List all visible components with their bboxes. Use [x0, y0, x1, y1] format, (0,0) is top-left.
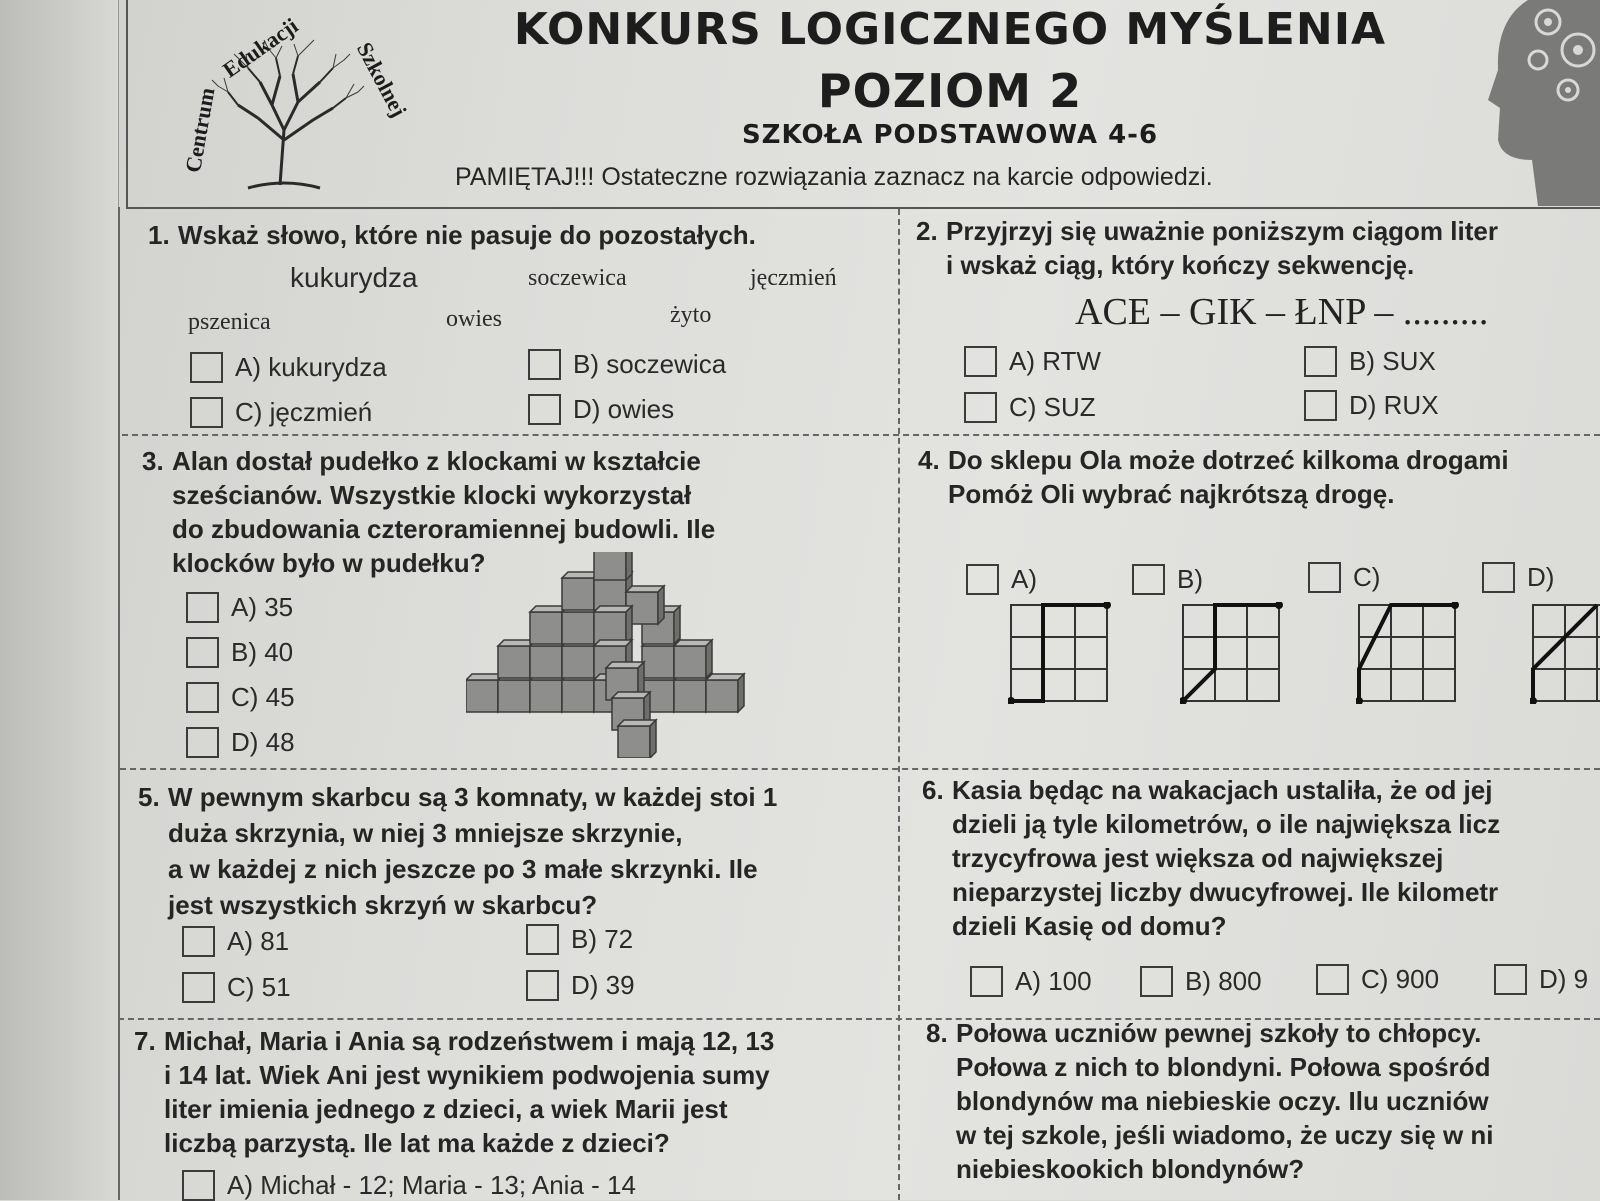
page-edge-shadow	[0, 0, 119, 1200]
option-label: C) SUZ	[1009, 392, 1096, 422]
option-label: A) 35	[231, 592, 294, 622]
option-label: A)	[1011, 564, 1037, 594]
option-label: D) 39	[571, 970, 635, 1000]
q2-option-a[interactable]	[964, 346, 1101, 377]
q3-option-a[interactable]	[186, 592, 293, 623]
answer-checkbox[interactable]	[528, 394, 561, 425]
word-kukurydza: kukurydza	[290, 262, 418, 293]
school-subtitle: SZKOŁA PODSTAWOWA 4-6	[741, 120, 1159, 150]
option-label: D) 48	[231, 727, 295, 757]
question-text: Alan dostał pudełko z klockami w kształcie	[172, 446, 701, 476]
answer-checkbox[interactable]	[182, 926, 215, 957]
q6-option-b[interactable]	[1140, 966, 1262, 997]
option-label: B) 40	[231, 637, 294, 667]
logo-arc-1: Centrum	[180, 85, 220, 175]
word-zyto: żyto	[670, 302, 712, 328]
option-label: C) 51	[227, 972, 291, 1002]
column-divider	[898, 209, 900, 1200]
question-text: trzycyfrowa jest większa od największej	[952, 843, 1444, 873]
answer-checkbox[interactable]	[1316, 964, 1349, 995]
option-label: D)	[1527, 562, 1555, 592]
path-grid-a	[1008, 602, 1114, 704]
word-owies: owies	[446, 306, 502, 332]
row-divider	[122, 434, 1600, 436]
option-label: A) Michał - 12; Maria - 13; Ania - 14	[227, 1170, 636, 1200]
question-text: i 14 lat. Wiek Ani jest wynikiem podwojenia sumy	[164, 1060, 770, 1090]
word-soczewica: soczewica	[528, 265, 627, 291]
question-text: niebieskookich blondynów?	[956, 1154, 1305, 1184]
question-7	[134, 1024, 774, 1160]
answer-checkbox[interactable]	[1494, 964, 1527, 995]
logo	[168, 10, 418, 195]
question-text: Do sklepu Ola może dotrzeć kilkoma drogami	[948, 445, 1509, 475]
option-label: A) RTW	[1009, 346, 1101, 376]
contest-title: KONKURS LOGICZNEGO MYŚLENIA	[513, 4, 1387, 55]
question-number: 8.	[926, 1018, 948, 1048]
question-text: Pomóż Oli wybrać najkrótszą drogę.	[948, 479, 1395, 509]
question-text: nieparzystej liczby dwucyfrowej. Ile kilometr	[952, 877, 1499, 907]
question-2	[916, 214, 1498, 282]
question-8	[926, 1016, 1494, 1186]
question-text: w tej szkole, jeśli wiadomo, że uczy się w ni	[956, 1120, 1494, 1150]
word-jeczmien: jęczmień	[750, 265, 837, 291]
q4-option-a[interactable]	[966, 564, 1037, 595]
option-label: C)	[1353, 562, 1381, 592]
question-number: 4.	[918, 445, 940, 475]
q5-option-a[interactable]	[182, 926, 289, 957]
question-number: 1.	[148, 220, 170, 250]
q5-option-b[interactable]	[526, 924, 633, 955]
option-label: D) owies	[573, 394, 675, 424]
question-text: do zbudowania czteroramiennej budowli. Ile	[172, 514, 716, 544]
frame-line	[126, 0, 128, 208]
q1-option-d[interactable]	[528, 394, 674, 425]
answer-checkbox[interactable]	[528, 349, 561, 380]
question-text: Połowa uczniów pewnej szkoły to chłopcy.	[956, 1018, 1482, 1048]
question-text: a w każdej z nich jeszcze po 3 małe skrzynki. Ile	[168, 854, 758, 884]
path-grid-c	[1356, 602, 1462, 704]
question-1	[148, 218, 756, 252]
question-text: liter imienia jednego z dzieci, a wiek Marii jest	[164, 1094, 728, 1124]
q3-option-d[interactable]	[186, 727, 295, 758]
option-label: C) jęczmień	[235, 397, 373, 427]
q4-option-d[interactable]	[1482, 562, 1554, 593]
option-label: A) kukurydza	[235, 352, 387, 382]
answer-checkbox[interactable]	[964, 346, 997, 377]
q5-option-d[interactable]	[526, 970, 635, 1001]
option-label: C) 45	[231, 682, 295, 712]
question-text: W pewnym skarbcu są 3 komnaty, w każdej stoi 1	[168, 782, 778, 812]
answer-checkbox[interactable]	[1482, 562, 1515, 593]
q7-option-a[interactable]	[182, 1170, 636, 1201]
answer-checkbox[interactable]	[190, 397, 223, 428]
answer-checkbox[interactable]	[1140, 966, 1173, 997]
path-grid-b	[1180, 602, 1286, 704]
answer-checkbox[interactable]	[182, 972, 215, 1003]
answer-checkbox[interactable]	[186, 682, 219, 713]
q1-option-a[interactable]	[190, 352, 387, 383]
path-grid-d	[1530, 602, 1600, 704]
q4-option-c[interactable]	[1308, 562, 1380, 593]
question-6	[922, 773, 1500, 943]
question-text: sześcianów. Wszystkie klocki wykorzystał	[172, 480, 692, 510]
logo-arc-2: Edukacji	[218, 12, 303, 83]
option-label: C) 900	[1361, 964, 1440, 994]
question-text: Kasia będąc na wakacjach ustaliła, że od jej	[952, 775, 1493, 805]
word-pszenica: pszenica	[188, 309, 271, 335]
option-label: B) soczewica	[573, 349, 727, 379]
head-gears-icon	[1488, 0, 1600, 206]
cube-building-figure	[466, 552, 766, 758]
answer-checkbox[interactable]	[964, 392, 997, 423]
q2-option-b[interactable]	[1304, 346, 1436, 377]
answer-checkbox[interactable]	[526, 924, 559, 955]
question-number: 5.	[138, 782, 160, 812]
option-label: B) SUX	[1349, 346, 1436, 376]
question-text: Przyjrzyj się uważnie poniższym ciągom liter	[946, 216, 1498, 246]
q6-option-d[interactable]	[1494, 964, 1588, 995]
question-text: liczbą parzystą. Ile lat ma każde z dzieci?	[164, 1128, 670, 1158]
question-text: jest wszystkich skrzyń w skarbcu?	[168, 890, 598, 920]
q2-option-d[interactable]	[1304, 390, 1439, 421]
answer-checkbox[interactable]	[1304, 346, 1337, 377]
question-text: dzieli ją tyle kilometrów, o ile największa licz	[952, 809, 1501, 839]
question-text: Wskaż słowo, które nie pasuje do pozostałych.	[178, 220, 756, 250]
option-label: B)	[1177, 564, 1203, 594]
option-label: B) 800	[1185, 966, 1262, 996]
option-label: D) RUX	[1349, 390, 1439, 420]
question-4	[918, 443, 1509, 511]
question-text: blondynów ma niebieskie oczy. Ilu uczniów	[956, 1086, 1489, 1116]
question-5	[138, 779, 777, 923]
option-label: D) 9	[1539, 964, 1589, 994]
q6-option-a[interactable]	[970, 966, 1092, 997]
question-number: 2.	[916, 216, 938, 246]
question-number: 3.	[142, 446, 164, 476]
answer-checkbox[interactable]	[526, 970, 559, 1001]
question-number: 7.	[134, 1026, 156, 1056]
q3-option-b[interactable]	[186, 637, 293, 668]
question-text: duża skrzynia, w niej 3 mniejsze skrzynie,	[168, 818, 683, 848]
frame-line	[118, 207, 120, 1200]
q1-option-c[interactable]	[190, 397, 372, 428]
question-text: dzieli Kasię od domu?	[952, 911, 1227, 941]
q4-option-b[interactable]	[1132, 564, 1203, 595]
question-text: klocków było w pudełku?	[172, 548, 486, 578]
answer-checkbox[interactable]	[966, 564, 999, 595]
answer-checkbox[interactable]	[186, 592, 219, 623]
row-divider	[120, 768, 1600, 770]
option-label: A) 81	[227, 926, 290, 956]
option-label: B) 72	[571, 924, 634, 954]
question-text: Połowa z nich to blondyni. Połowa spośród	[956, 1052, 1491, 1082]
question-text: i wskaż ciąg, który kończy sekwencję.	[946, 250, 1415, 280]
q3-option-c[interactable]	[186, 682, 295, 713]
answer-checkbox[interactable]	[1132, 564, 1165, 595]
answer-checkbox[interactable]	[190, 352, 223, 383]
frame-line	[126, 207, 1600, 209]
q2-option-c[interactable]	[964, 392, 1096, 423]
reminder-text: PAMIĘTAJ!!! Ostateczne rozwiązania zaznacz na karcie odpowiedzi.	[455, 163, 1213, 191]
question-text: Michał, Maria i Ania są rodzeństwem i mają 12, 13	[164, 1026, 775, 1056]
answer-checkbox[interactable]	[186, 727, 219, 758]
q5-option-c[interactable]	[182, 972, 291, 1003]
logo-arc-3: Szkolnej	[351, 38, 412, 121]
answer-checkbox[interactable]	[1308, 562, 1341, 593]
question-number: 6.	[922, 775, 944, 805]
option-label: A) 100	[1015, 966, 1092, 996]
level-title: POZIOM 2	[817, 64, 1083, 118]
q1-option-b[interactable]	[528, 349, 726, 380]
answer-checkbox[interactable]	[182, 1170, 215, 1201]
answer-checkbox[interactable]	[1304, 390, 1337, 421]
answer-checkbox[interactable]	[970, 966, 1003, 997]
q6-option-c[interactable]	[1316, 964, 1439, 995]
letter-sequence: ACE – GIK – ŁNP – .........	[1075, 291, 1489, 333]
answer-checkbox[interactable]	[186, 637, 219, 668]
